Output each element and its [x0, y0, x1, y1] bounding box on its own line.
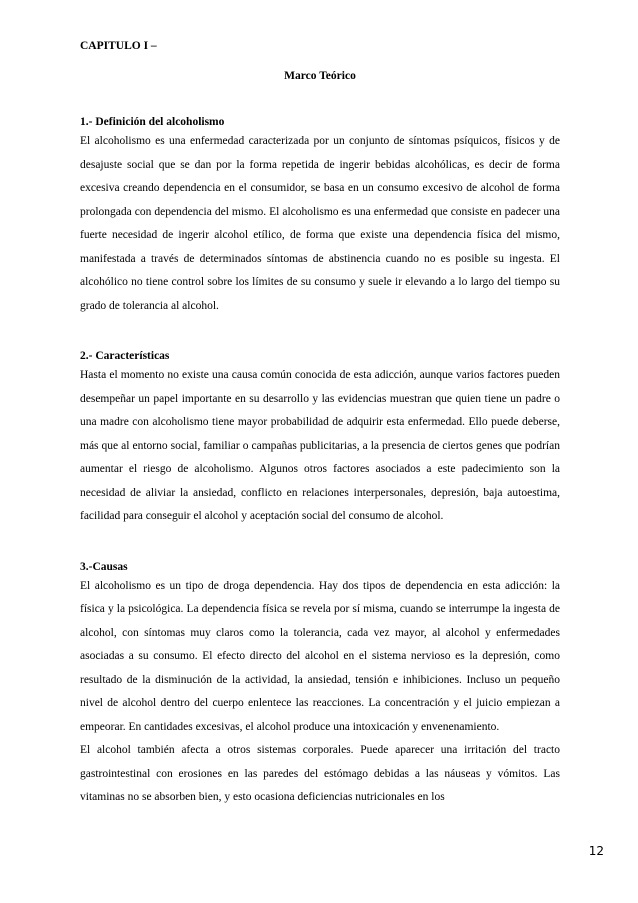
section-heading: 1.- Definición del alcoholismo	[80, 116, 225, 128]
section-definition	[80, 114, 560, 318]
section-heading: 3.-Causas	[80, 560, 128, 573]
document-page	[80, 38, 560, 810]
section-causes	[80, 559, 560, 810]
section-paragraph: El alcoholismo es una enfermedad caracterizada por un conjunto de síntomas psíquicos, físicos y de desajuste social que se dan por la forma repetida de ingerir bebidas alcohólicas, es decir de forma excesiva creando dependencia en el consumidor, se basa en un consumo excesivo de alcohol de forma prolongada con dependencia del mismo. El alcoholismo es una enfermedad que consiste en padecer una fuerte necesidad de ingerir alcohol etílico, de forma que existe una dependencia física del mismo, manifestada a través de determinados síntomas de abstinencia cuando no es posible su ingesta. El alcohólico no tiene control sobre los límites de su consumo y suele ir elevando a lo largo del tiempo su grado de tolerancia al alcohol.	[80, 135, 560, 312]
page-number: 12	[588, 844, 604, 858]
section-heading: 2.- Características	[80, 350, 170, 362]
section-paragraph: Hasta el momento no existe una causa común conocida de esta adicción, aunque varios factores pueden desempeñar un papel importante en su desarrollo y las evidencias muestran que quien tiene un padre o una madre con alcoholismo tiene mayor probabilidad de adquirir esta enfermedad. Ello puede deberse, más que al entorno social, familiar o campañas publicitarias, a la presencia de ciertos genes que podrían aumentar el riesgo de alcoholismo. Algunos otros factores asociados a este padecimiento son la necesidad de aliviar la ansiedad, conflicto en relaciones interpersonales, depresión, baja autoestima, facilidad para conseguir el alcohol y aceptación social del consumo de alcohol.	[80, 369, 560, 522]
page-subtitle: Marco Teórico	[284, 70, 356, 82]
chapter-title: CAPITULO I –	[80, 40, 157, 52]
section-paragraph: El alcoholismo es un tipo de droga dependencia. Hay dos tipos de dependencia en esta adicción: la física y la psicológica. La dependencia física se revela por sí misma, cuando se interrumpe la ingesta de alcohol, con síntomas muy claros como la tolerancia, cada vez mayor, al alcohol y enfermedades asociadas a su consumo. El efecto directo del alcohol en el sistema nervioso es la depresión, como resultado de la disminución de la actividad, la ansiedad, tensión e inhibiciones. Incluso un pequeño nivel de alcohol dentro del cuerpo enlentece las reacciones. La concentración y el juicio empiezan a empeorar. En cantidades excesivas, el alcohol produce una intoxicación y envenenamiento.	[80, 579, 560, 733]
section-paragraph: El alcohol también afecta a otros sistemas corporales. Puede aparecer una irritación del tracto gastrointestinal con erosiones en las paredes del estómago debidas a las náuseas y vómitos. Las vitaminas no se absorben bien, y esto ocasiona deficiencias nutricionales en los	[80, 744, 560, 803]
section-characteristics	[80, 348, 560, 529]
